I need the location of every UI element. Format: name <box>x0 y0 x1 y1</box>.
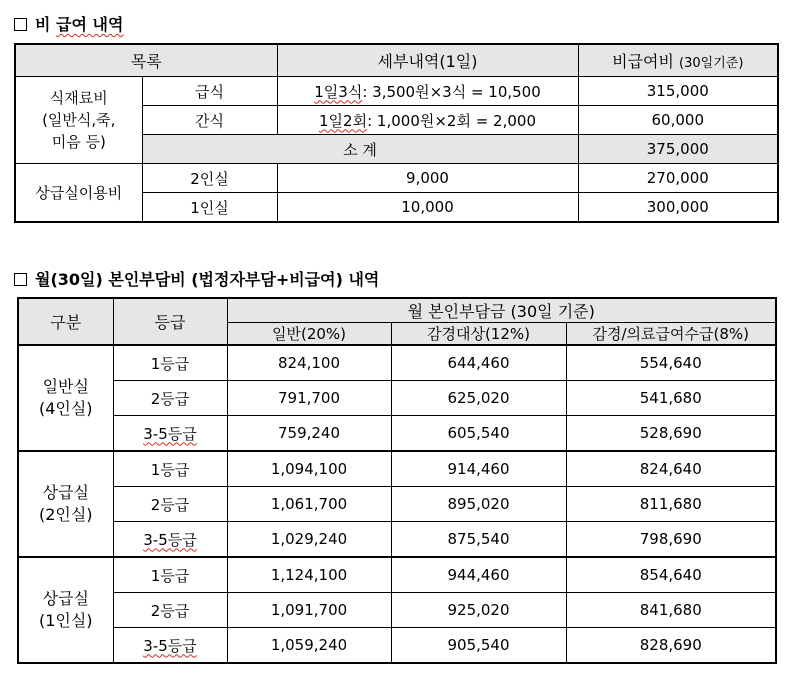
aid-cell: 541,680 <box>566 381 776 416</box>
table-row <box>18 593 776 628</box>
room-fee-label: 상급실이용비 <box>15 164 142 223</box>
food-cost-label-line1: 식재료비 <box>49 89 108 107</box>
grade-text: 3-5등급 <box>143 424 197 443</box>
detail-cell <box>277 77 578 106</box>
group-label-line2: (4인실) <box>38 399 93 418</box>
header-category: 목록 <box>15 44 277 77</box>
header-fee <box>578 44 778 77</box>
header-fee-main: 비급여비 <box>612 52 674 71</box>
grade-cell <box>113 522 227 558</box>
group-label <box>18 345 113 451</box>
grade-text: 3-5등급 <box>143 530 197 549</box>
reduced-cell: 895,020 <box>391 487 566 522</box>
grade-cell: 2등급 <box>113 487 227 522</box>
aid-cell: 798,690 <box>566 522 776 558</box>
table-row <box>18 381 776 416</box>
aid-cell: 841,680 <box>566 593 776 628</box>
reduced-cell: 925,020 <box>391 593 566 628</box>
grade-cell: 2등급 <box>113 593 227 628</box>
detail-rest: : 1,000원×2회 = 2,000 <box>367 111 536 130</box>
subtotal-value: 375,000 <box>578 135 778 164</box>
group-label-line2: (1인실) <box>38 611 93 630</box>
food-cost-label-line3: 미음 등) <box>51 133 106 151</box>
food-cost-label-line2: (일반식,죽, <box>42 111 116 129</box>
general-cell: 1,094,100 <box>227 451 391 487</box>
aid-cell: 811,680 <box>566 487 776 522</box>
general-cell: 824,100 <box>227 345 391 381</box>
grade-cell: 1등급 <box>113 345 227 381</box>
item-cell: 간식 <box>142 106 277 135</box>
fee-cell: 270,000 <box>578 164 778 193</box>
aid-cell: 528,690 <box>566 416 776 452</box>
section1-title-main: 급여 내역 <box>56 15 124 34</box>
section2-title-text: 월(30일) 본인부담비 (법정자부담+비급여) 내역 <box>35 270 380 289</box>
subtotal-label: 소 계 <box>142 135 578 164</box>
aid-cell: 824,640 <box>566 451 776 487</box>
fee-cell: 315,000 <box>578 77 778 106</box>
table-row <box>18 557 776 593</box>
section1-title-prefix: 비 <box>35 15 51 34</box>
general-cell: 1,124,100 <box>227 557 391 593</box>
grade-cell: 1등급 <box>113 451 227 487</box>
non-covered-table <box>14 43 779 223</box>
group-label <box>18 451 113 557</box>
table-row <box>15 77 778 106</box>
item-cell: 2인실 <box>142 164 277 193</box>
section2-title <box>14 267 379 290</box>
grade-cell: 1등급 <box>113 557 227 593</box>
checkbox-square-icon <box>14 18 27 31</box>
detail-rest: : 3,500원×3식 = 10,500 <box>362 82 541 101</box>
reduced-cell: 914,460 <box>391 451 566 487</box>
section1-title <box>14 12 123 35</box>
grade-cell <box>113 628 227 664</box>
table-row <box>18 345 776 381</box>
detail-cell: 10,000 <box>277 193 578 223</box>
grade-cell: 2등급 <box>113 381 227 416</box>
group-label-line1: 상급실 <box>42 589 89 608</box>
table-row <box>18 487 776 522</box>
grade-text: 3-5등급 <box>143 636 197 655</box>
table-row <box>18 451 776 487</box>
header-grade: 등급 <box>113 298 227 345</box>
header-fee-note: (30일기준) <box>679 56 744 71</box>
reduced-cell: 625,020 <box>391 381 566 416</box>
general-cell: 791,700 <box>227 381 391 416</box>
detail-cell: 9,000 <box>277 164 578 193</box>
aid-cell: 854,640 <box>566 557 776 593</box>
reduced-cell: 605,540 <box>391 416 566 452</box>
header-reduced: 감경대상(12%) <box>391 323 566 346</box>
table-header-row <box>18 298 776 323</box>
header-medical-aid: 감경/의료급여수급(8%) <box>566 323 776 346</box>
table-row <box>18 628 776 664</box>
header-group: 구분 <box>18 298 113 345</box>
fee-cell: 60,000 <box>578 106 778 135</box>
general-cell: 1,091,700 <box>227 593 391 628</box>
general-cell: 1,061,700 <box>227 487 391 522</box>
reduced-cell: 944,460 <box>391 557 566 593</box>
food-cost-label <box>15 77 142 164</box>
reduced-cell: 644,460 <box>391 345 566 381</box>
table-header-row <box>15 44 778 77</box>
group-label <box>18 557 113 663</box>
detail-prefix: 1일3식 <box>314 82 363 101</box>
reduced-cell: 905,540 <box>391 628 566 664</box>
checkbox-square-icon <box>14 273 27 286</box>
grade-cell <box>113 416 227 452</box>
aid-cell: 554,640 <box>566 345 776 381</box>
detail-cell <box>277 106 578 135</box>
item-cell: 1인실 <box>142 193 277 223</box>
item-cell: 급식 <box>142 77 277 106</box>
general-cell: 1,029,240 <box>227 522 391 558</box>
aid-cell: 828,690 <box>566 628 776 664</box>
header-detail: 세부내역(1일) <box>277 44 578 77</box>
group-label-line1: 상급실 <box>42 483 89 502</box>
header-monthly: 월 본인부담금 (30일 기준) <box>227 298 776 323</box>
general-cell: 759,240 <box>227 416 391 452</box>
table-row <box>18 522 776 558</box>
header-general: 일반(20%) <box>227 323 391 346</box>
general-cell: 1,059,240 <box>227 628 391 664</box>
fee-cell: 300,000 <box>578 193 778 223</box>
detail-prefix: 1일2회 <box>319 111 368 130</box>
reduced-cell: 875,540 <box>391 522 566 558</box>
group-label-line1: 일반실 <box>42 377 89 396</box>
group-label-line2: (2인실) <box>38 505 93 524</box>
table-row <box>15 164 778 193</box>
monthly-cost-table <box>17 297 777 664</box>
table-row <box>18 416 776 452</box>
